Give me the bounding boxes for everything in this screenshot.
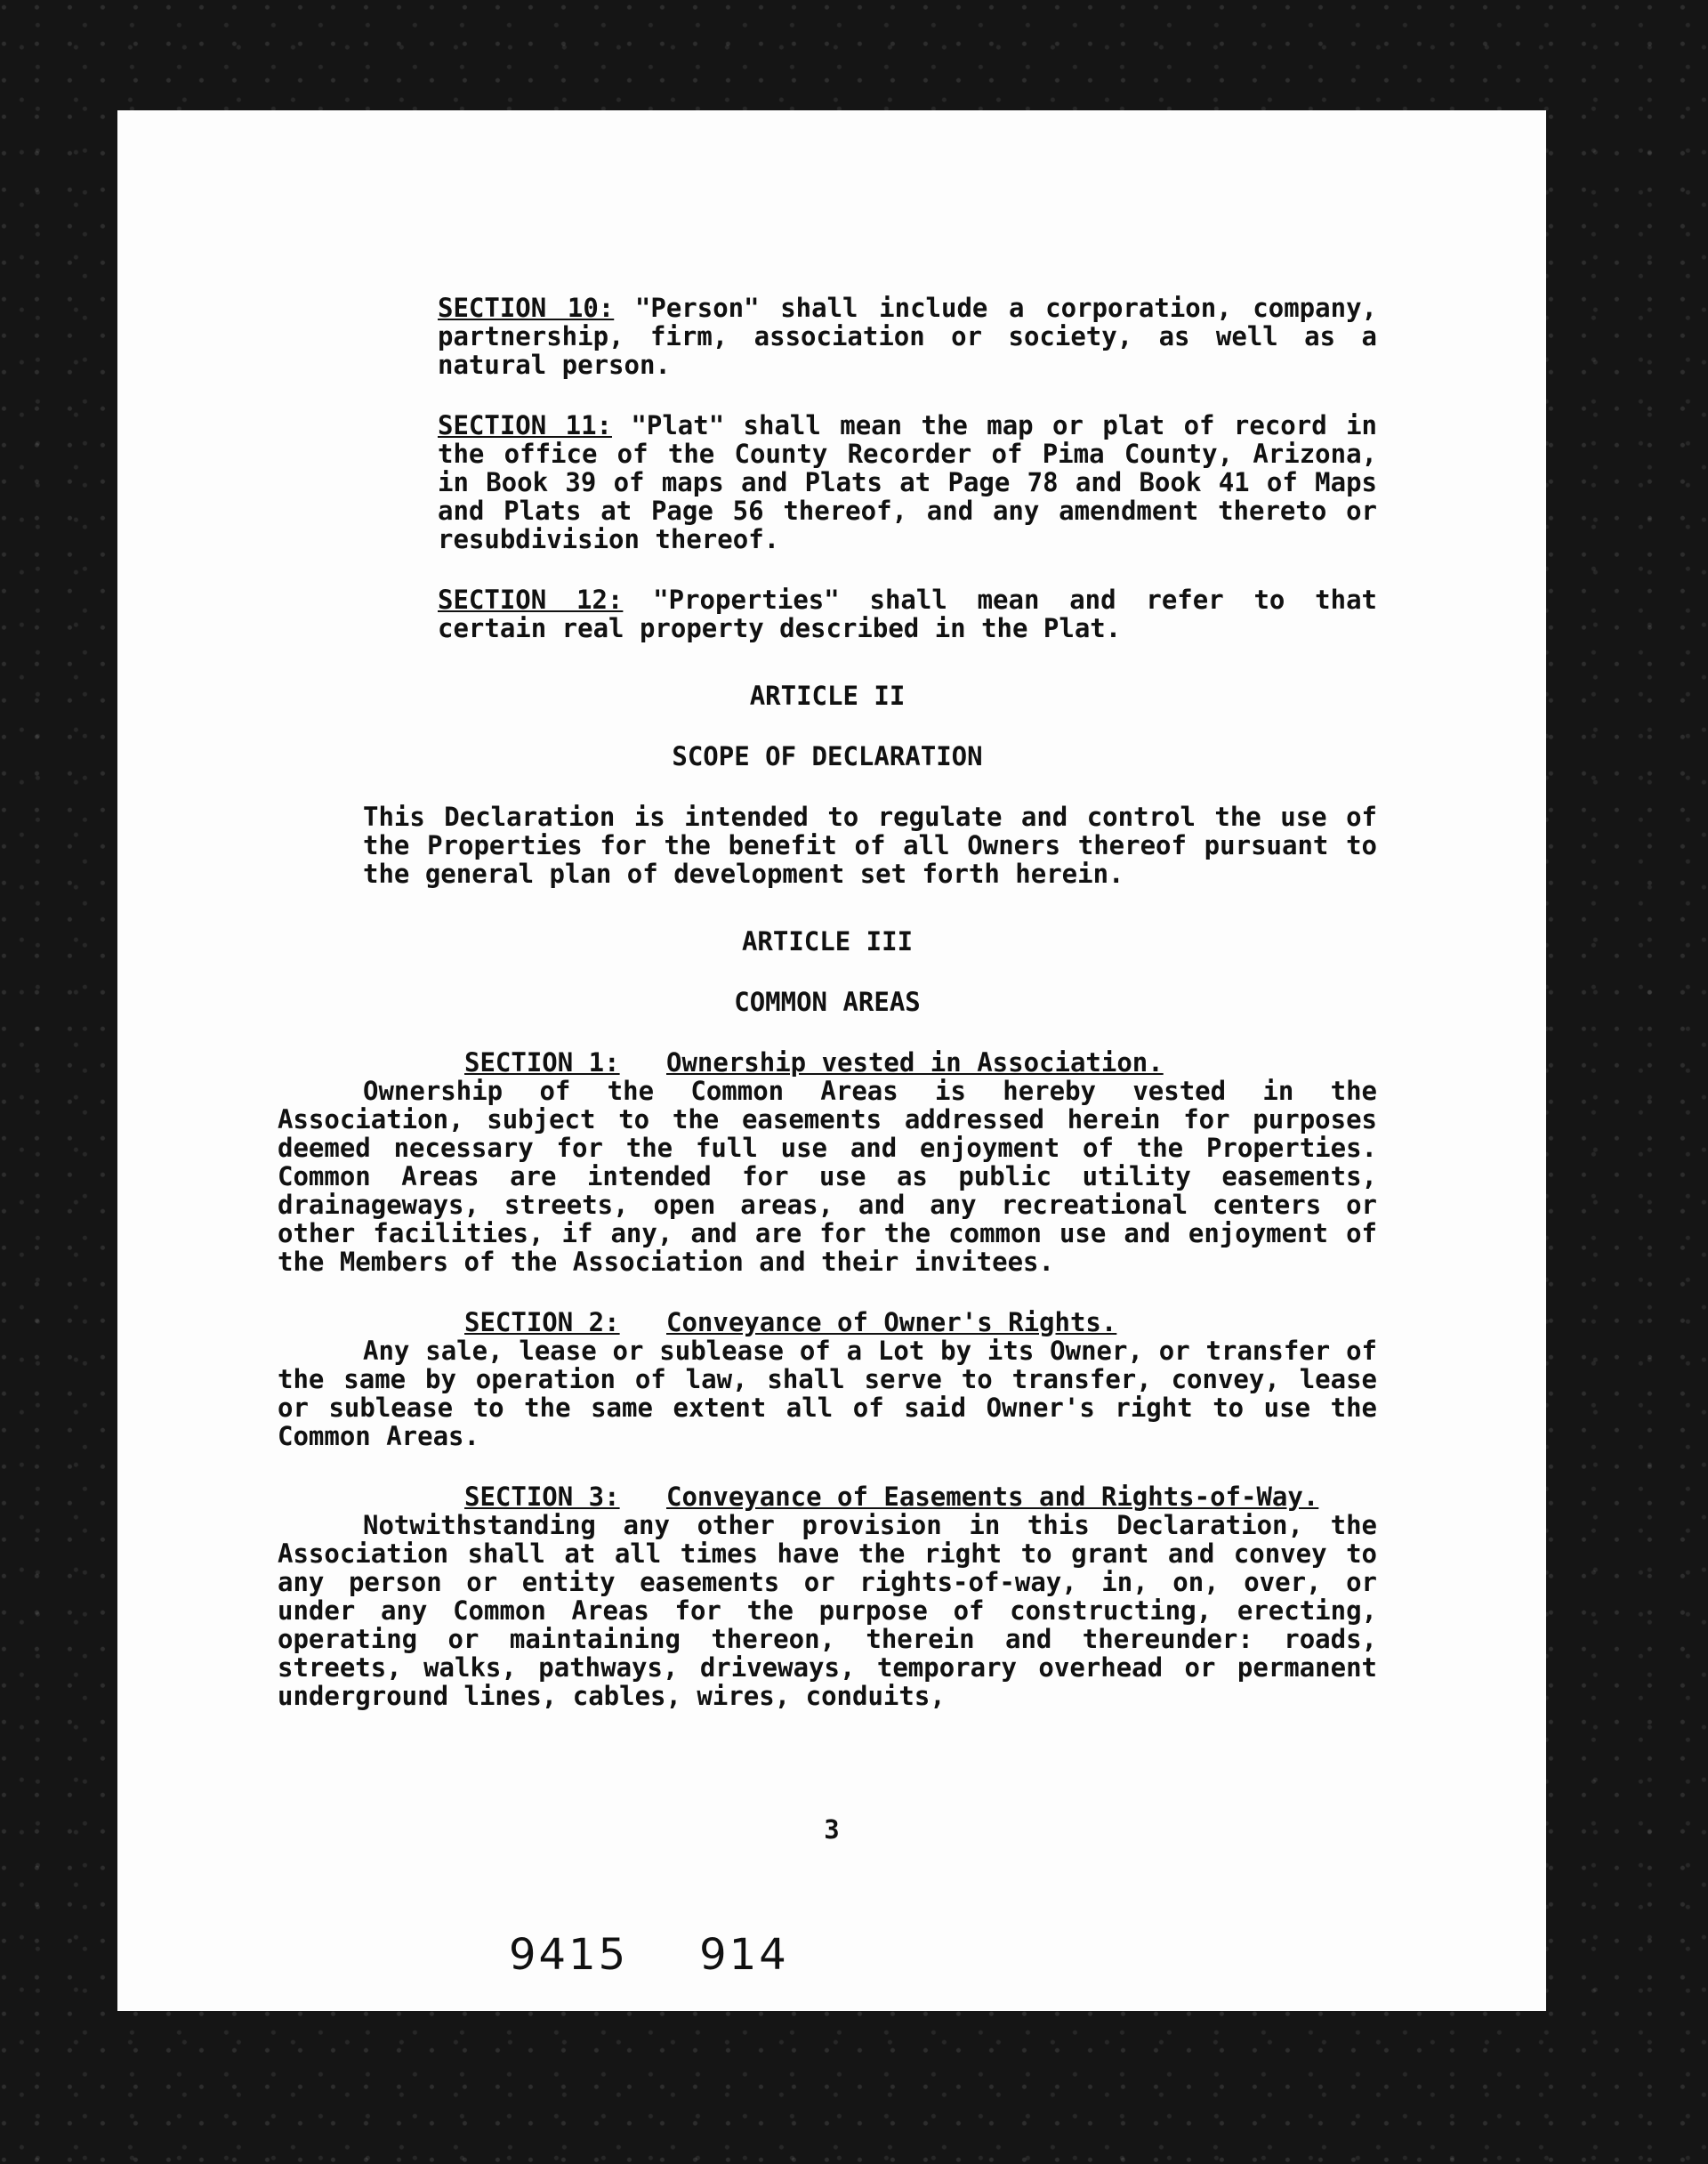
section-10-label: SECTION 10: xyxy=(438,293,615,323)
section-2-text: Any sale, lease or sublease of a Lot by its Owner, or transfer of the same by operation of law, shall serve to transfer, convey, lease or sublease to the same extent all of said Owner's right to use the Common Areas. xyxy=(278,1336,1377,1451)
article-3-subtitle: COMMON AREAS xyxy=(734,987,921,1017)
article-3-section-2 xyxy=(278,1308,1377,1450)
stamp-left-number: 9415 xyxy=(509,1930,629,1980)
section-1-text: Ownership of the Common Areas is hereby vested in the Association, subject to the easements addressed herein for purposes deemed necessary for the full use and enjoyment of the Properties. Common Areas are intended for use as public utility easements, drainageways, streets, open areas, and any recreational centers or other facilities, if any, and are for the common use and enjoyment of the Members of the Association and their invitees. xyxy=(278,1076,1377,1277)
section-2-label: SECTION 2: xyxy=(464,1307,620,1337)
document-page xyxy=(117,110,1546,2011)
article-3-section-3 xyxy=(278,1482,1377,1710)
page-number: 3 xyxy=(824,1814,840,1845)
section-11 xyxy=(278,411,1377,553)
article-2-text: This Declaration is intended to regulate and control the use of the Properties for the benefit of all Owners thereof pursuant to the general plan of development set forth herein. xyxy=(363,802,1377,889)
section-3-text: Notwithstanding any other provision in this Declaration, the Association shall at all times have the right to grant and convey to any person or entity easements or rights-of-way, in, on, over, or under any Common Areas for the purpose of constructing, erecting, operating or maintaining thereon, therein and thereunder: roads, streets, walks, pathways, driveways, temporary overhead or permanent underground lines, cables, wires, conduits, xyxy=(278,1510,1377,1711)
section-12 xyxy=(278,585,1377,642)
section-3-heading: Conveyance of Easements and Rights-of-Way. xyxy=(666,1482,1319,1512)
section-11-text: "Plat" shall mean the map or plat of record in the office of the County Recorder of Pima County, Arizona, in Book 39 of maps and Plats at Page 78 and Book 41 of Maps and Plats at Page 56 thereof, and any amendment thereto or resubdivision thereof. xyxy=(438,410,1377,554)
section-12-text: "Properties" shall mean and refer to that certain real property described in the Plat. xyxy=(438,585,1377,643)
recording-stamp xyxy=(509,1930,860,1980)
article-3-section-1 xyxy=(278,1048,1377,1276)
article-2-subtitle: SCOPE OF DECLARATION xyxy=(672,741,983,771)
section-12-label: SECTION 12: xyxy=(438,585,624,615)
section-10-text: "Person" shall include a corporation, company, partnership, firm, association or society, as well as a natural person. xyxy=(438,293,1377,380)
article-3-title: ARTICLE III xyxy=(741,926,914,957)
section-11-label: SECTION 11: xyxy=(438,410,612,440)
section-1-heading: Ownership vested in Association. xyxy=(666,1047,1164,1078)
section-2-heading: Conveyance of Owner's Rights. xyxy=(666,1307,1117,1337)
stamp-right-number: 914 xyxy=(699,1930,789,1980)
section-3-label: SECTION 3: xyxy=(464,1482,620,1512)
document-body xyxy=(278,294,1377,1742)
article-2-title: ARTICLE II xyxy=(749,681,906,711)
section-10 xyxy=(278,294,1377,379)
section-1-label: SECTION 1: xyxy=(464,1047,620,1078)
